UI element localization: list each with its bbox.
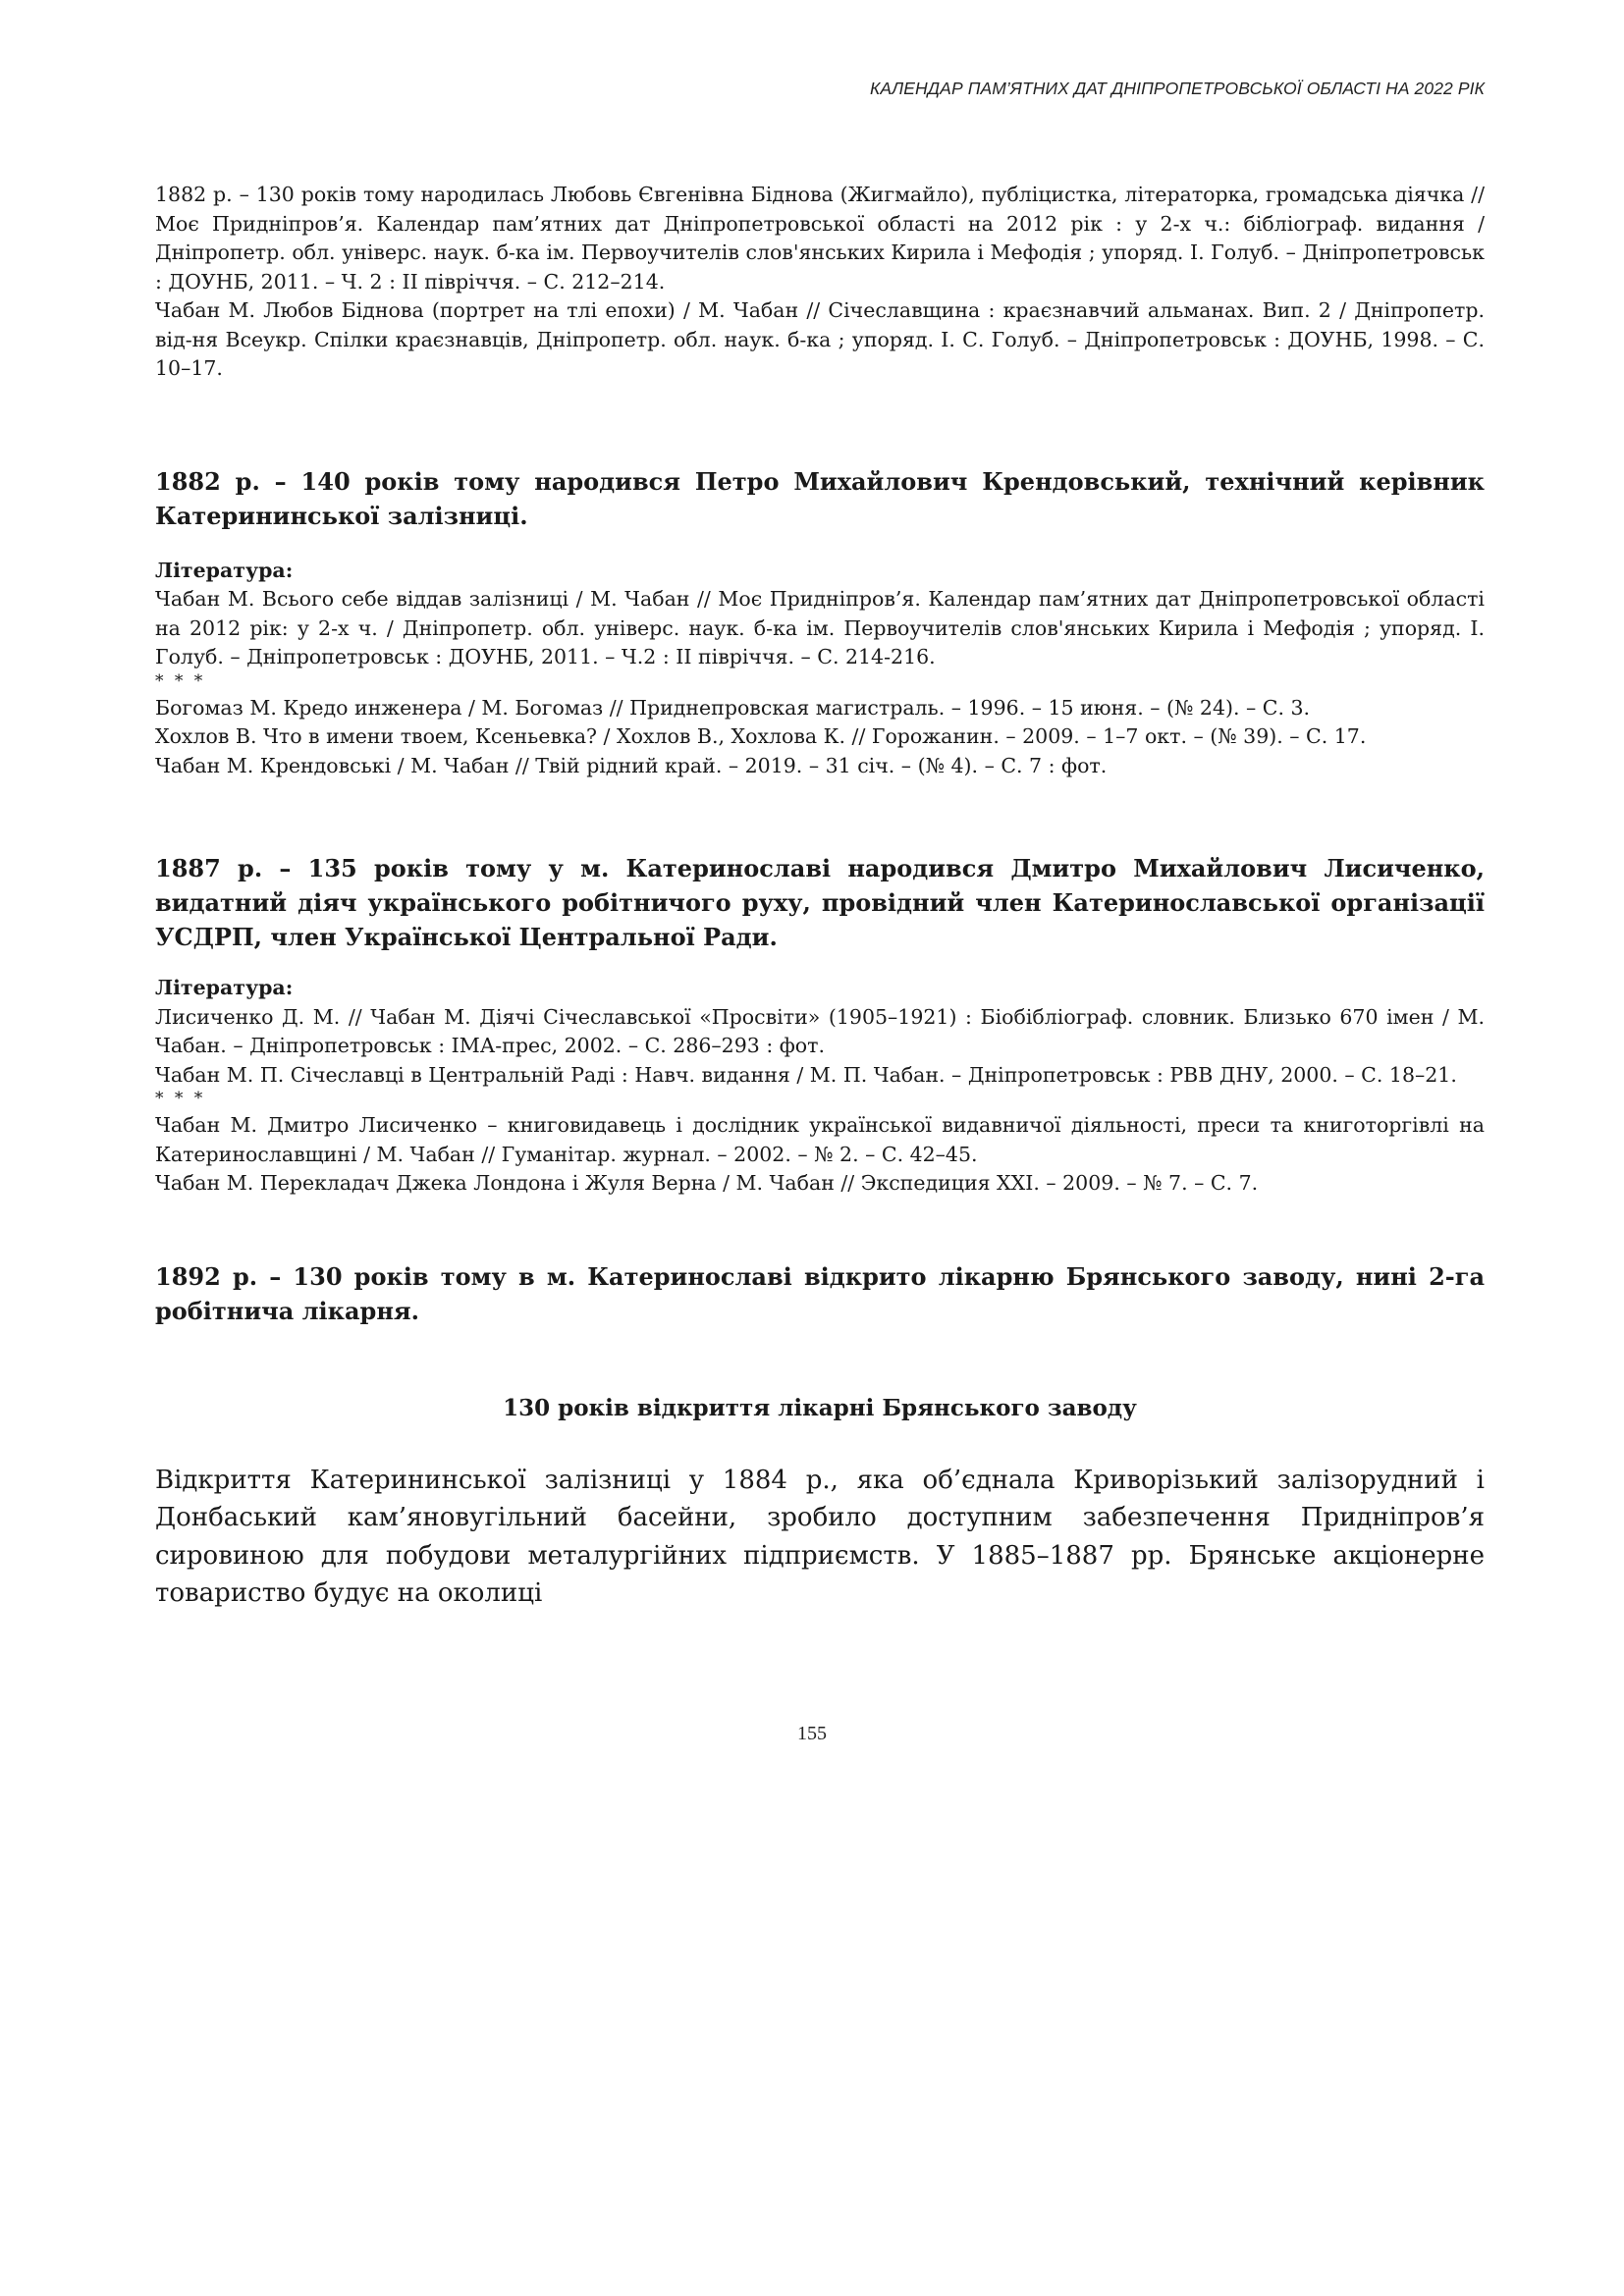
- entry-heading: 1892 р. – 130 років тому в м. Катеринославі відкрито лікарню Брянського заводу, нині 2-га робітнича лікарня.: [155, 1261, 1485, 1325]
- reference-item: 1882 р. – 130 років тому народилась Любовь Євгенівна Біднова (Жигмайло), публіцистка, літераторка, громадська діячка // Моє Придніпров’я. Календар пам’ятних дат Дніпропетровської області на 2012 рік : у 2-х ч.: бібліограф. видання / Дніпропетр. обл. універс. наук. б-ка ім. Первоучителів слов'янських Кирила і Мефодія ; упоряд. І. Голуб. – Дніпропетровськ : ДОУНБ, 2011. – Ч. 2 : ІІ півріччя. – С. 212–214.: [155, 183, 1485, 294]
- reference-item: Хохлов В. Что в имени твоем, Ксеньевка? / Хохлов В., Хохлова К. // Горожанин. – 2009. – 1–7 окт. – (№ 39). – С. 17.: [155, 724, 1367, 748]
- reference-item: Богомаз М. Кредо инженера / М. Богомаз // Приднепровская магистраль. – 1996. – 15 июня. – (№ 24). – С. 3.: [155, 695, 1311, 720]
- entry-heading: 1882 р. – 140 років тому народився Петро Михайлович Крендовський, технічний керівник Катерининської залізниці.: [155, 466, 1485, 530]
- page-number: 155: [797, 1723, 827, 1744]
- running-header: КАЛЕНДАР ПАМ’ЯТНИХ ДАТ ДНІПРОПЕТРОВСЬКОЇ ОБЛАСТІ НА 2022 РІК: [869, 79, 1485, 98]
- entry-krendovsky: [155, 464, 1485, 781]
- entry-bidnova-references: [155, 181, 1485, 384]
- reference-item: Чабан М. Дмитро Лисиченко – книговидавець і дослідник української видавничої діяльності, преси та книготоргівлі на Катеринославщині / М. Чабан // Гуманітар. журнал. – 2002. – № 2. – С. 42–45.: [155, 1113, 1485, 1166]
- entry-heading: 1887 р. – 135 років тому у м. Катеринославі народився Дмитро Михайлович Лисиченко, видатний діяч українського робітничого руху, провідний член Катеринославської організації УСДРП, член Української Центральної Ради.: [155, 854, 1485, 951]
- reference-item: Чабан М. П. Січеславці в Центральній Раді : Навч. видання / М. П. Чабан. – Дніпропетровськ : РВВ ДНУ, 2000. – С. 18–21.: [155, 1062, 1457, 1087]
- article-subheading: 130 років відкриття лікарні Брянського заводу: [503, 1394, 1137, 1421]
- article-paragraph: Відкриття Катерининської залізниці у 1884 р., яка об’єднала Криворізький залізорудний і Донбаський кам’яновугільний басейни, зробило доступним забезпечення Придніпров’я сировиною для побудови металургійних підприємств. У 1885–1887 рр. Брянське акціонерне товариство будує на околиці: [155, 1465, 1485, 1608]
- reference-item: Лисиченко Д. М. // Чабан М. Діячі Січеславської «Просвіти» (1905–1921) : Біобібліограф. словник. Близько 670 імен / М. Чабан. – Дніпропетровськ : ІМА-прес, 2002. – С. 286–293 : фот.: [155, 1004, 1485, 1057]
- literature-label: Література:: [155, 976, 294, 999]
- reference-item: Чабан М. Любов Біднова (портрет на тлі епохи) / М. Чабан // Січеславщина : краєзнавчий альманах. Вип. 2 / Дніпропетр. від-ня Всеукр. Спілки краєзнавців, Дніпропетр. обл. наук. б-ка ; упоряд. І. С. Голуб. – Дніпропетровськ : ДОУНБ, 1998. – С. 10–17.: [155, 298, 1485, 380]
- literature-label: Література:: [155, 558, 294, 582]
- entry-bryansk-hospital: [155, 1259, 1485, 1613]
- page-content: [155, 181, 1485, 1613]
- reference-item: Чабан М. Крендовські / М. Чабан // Твій рідний край. – 2019. – 31 січ. – (№ 4). – С. 7 : фот.: [155, 753, 1108, 777]
- section-separator: * * *: [155, 1089, 206, 1108]
- section-separator: * * *: [155, 670, 206, 691]
- reference-item: Чабан М. Всього себе віддав залізниці / М. Чабан // Моє Придніпров’я. Календар пам’ятних дат Дніпропетровської області на 2012 рік: у 2-х ч. / Дніпропетр. обл. універс. наук. б-ка ім. Первоучителів слов'янських Кирила і Мефодія ; упоряд. І. Голуб. – Дніпропетровськ : ДОУНБ, 2011. – Ч.2 : ІІ півріччя. – С. 214-216.: [155, 587, 1485, 668]
- entry-lysychenko: [155, 851, 1485, 1199]
- reference-item: Чабан М. Перекладач Джека Лондона і Жуля Верна / М. Чабан // Экспедиция ХХІ. – 2009. – № 7. – С. 7.: [155, 1171, 1259, 1195]
